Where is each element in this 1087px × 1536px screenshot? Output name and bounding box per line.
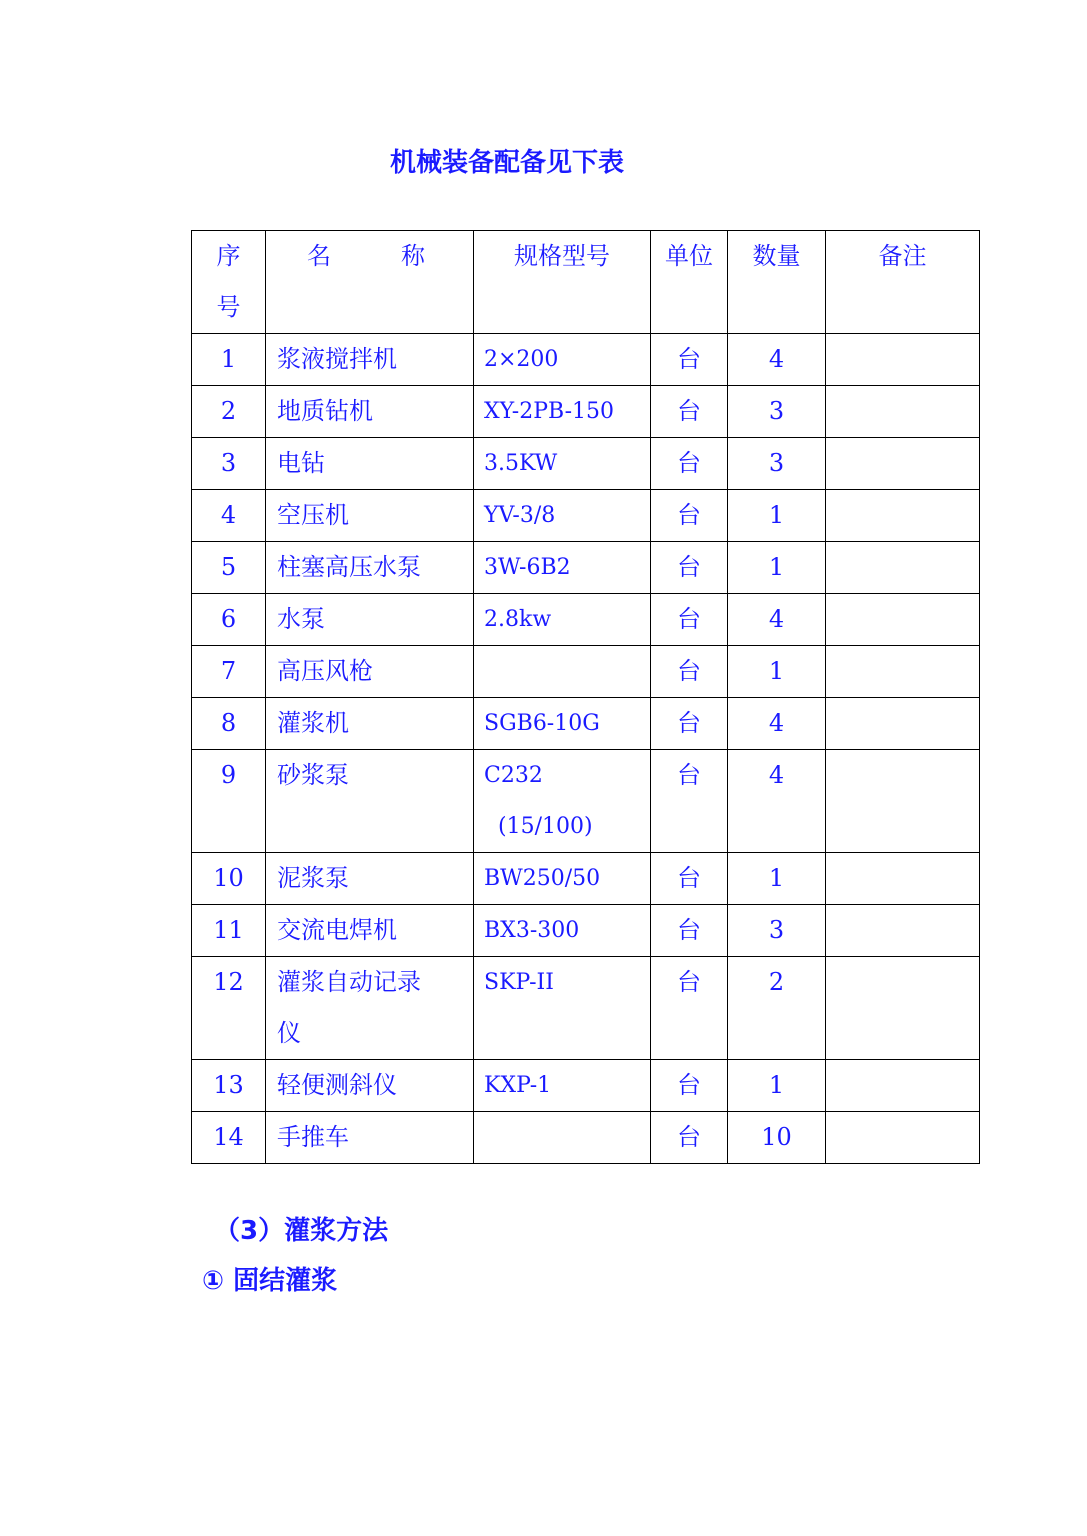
row-name: 地质钻机 — [277, 397, 373, 425]
row-name: 轻便测斜仪 — [277, 1071, 397, 1099]
table-row — [192, 490, 980, 542]
row-unit: 台 — [677, 761, 701, 789]
row-name: 水泵 — [277, 605, 325, 633]
row-spec-line2: (15/100) — [498, 814, 593, 839]
table-row — [192, 334, 980, 386]
row-name: 柱塞高压水泵 — [277, 553, 421, 581]
header-no: 序 号 — [192, 231, 266, 334]
row-unit: 台 — [677, 709, 701, 737]
row-name-line2: 仪 — [277, 1019, 301, 1047]
row-no: 10 — [213, 864, 244, 892]
table-row — [192, 542, 980, 594]
table-row — [192, 957, 980, 1060]
row-no: 4 — [220, 501, 237, 529]
row-unit: 台 — [677, 449, 701, 477]
table-row — [192, 1060, 980, 1112]
header-spec: 规格型号 — [474, 231, 651, 334]
row-qty: 10 — [761, 1123, 792, 1151]
row-no: 6 — [220, 605, 237, 633]
page-title: 机械装备配备见下表 — [390, 148, 625, 178]
table-row — [192, 905, 980, 957]
row-unit: 台 — [677, 605, 701, 633]
row-unit: 台 — [677, 397, 701, 425]
row-name: 交流电焊机 — [277, 916, 397, 944]
row-qty: 2 — [768, 968, 785, 996]
table-row — [192, 750, 980, 853]
equipment-table — [191, 230, 980, 1164]
row-no: 9 — [220, 761, 237, 789]
row-unit: 台 — [677, 657, 701, 685]
header-qty: 数量 — [728, 231, 826, 334]
row-name: 手推车 — [277, 1123, 349, 1151]
table-row — [192, 386, 980, 438]
row-name: 泥浆泵 — [277, 864, 349, 892]
row-qty: 4 — [768, 709, 785, 737]
row-spec: 2.8kw — [484, 607, 552, 632]
row-unit: 台 — [677, 553, 701, 581]
row-unit: 台 — [677, 501, 701, 529]
row-spec: XY-2PB-150 — [484, 399, 615, 424]
row-unit: 台 — [677, 968, 701, 996]
row-spec: 3.5KW — [484, 451, 558, 476]
row-qty: 4 — [768, 605, 785, 633]
row-no: 12 — [213, 968, 244, 996]
section-heading-grouting-method: （3）灌浆方法 — [214, 1216, 389, 1246]
table-row — [192, 594, 980, 646]
table-row — [192, 438, 980, 490]
table-header-row — [192, 231, 980, 334]
row-unit: 台 — [677, 345, 701, 373]
row-name: 砂浆泵 — [277, 761, 349, 789]
table-row — [192, 698, 980, 750]
row-no: 8 — [220, 709, 237, 737]
row-name: 灌浆自动记录 — [277, 968, 421, 996]
header-unit: 单位 — [651, 231, 728, 334]
row-name: 浆液搅拌机 — [277, 345, 397, 373]
row-no: 7 — [220, 657, 237, 685]
row-unit: 台 — [677, 1123, 701, 1151]
row-spec: 2×200 — [484, 347, 559, 372]
table-row — [192, 646, 980, 698]
table-row — [192, 853, 980, 905]
row-spec: KXP-1 — [484, 1073, 552, 1098]
row-name: 高压风枪 — [277, 657, 373, 685]
row-spec: C232 — [484, 763, 543, 788]
row-qty: 3 — [768, 449, 785, 477]
row-no: 5 — [220, 553, 237, 581]
header-name: 名 称 — [266, 231, 474, 334]
row-name: 空压机 — [277, 501, 349, 529]
row-no: 13 — [213, 1071, 244, 1099]
row-qty: 3 — [768, 397, 785, 425]
row-no: 11 — [213, 916, 244, 944]
row-unit: 台 — [677, 864, 701, 892]
row-unit: 台 — [677, 916, 701, 944]
row-spec: SKP-II — [484, 970, 554, 995]
row-spec: SGB6-10G — [484, 711, 600, 736]
row-spec: 3W-6B2 — [484, 555, 571, 580]
subsection-heading-consolidation-grouting: ① 固结灌浆 — [202, 1266, 338, 1296]
row-spec: BW250/50 — [484, 866, 601, 891]
row-qty: 3 — [768, 916, 785, 944]
row-qty: 1 — [768, 501, 785, 529]
row-no: 3 — [220, 449, 237, 477]
row-qty: 1 — [768, 1071, 785, 1099]
header-note: 备注 — [826, 231, 980, 334]
row-name: 灌浆机 — [277, 709, 349, 737]
row-no: 2 — [220, 397, 237, 425]
row-qty: 4 — [768, 345, 785, 373]
row-name: 电钻 — [277, 449, 325, 477]
table-row — [192, 1112, 980, 1164]
row-spec: BX3-300 — [484, 918, 580, 943]
row-qty: 4 — [768, 761, 785, 789]
row-spec: YV-3/8 — [484, 503, 556, 528]
row-qty: 1 — [768, 657, 785, 685]
row-qty: 1 — [768, 553, 785, 581]
row-no: 14 — [213, 1123, 244, 1151]
row-no: 1 — [220, 345, 237, 373]
row-qty: 1 — [768, 864, 785, 892]
row-unit: 台 — [677, 1071, 701, 1099]
